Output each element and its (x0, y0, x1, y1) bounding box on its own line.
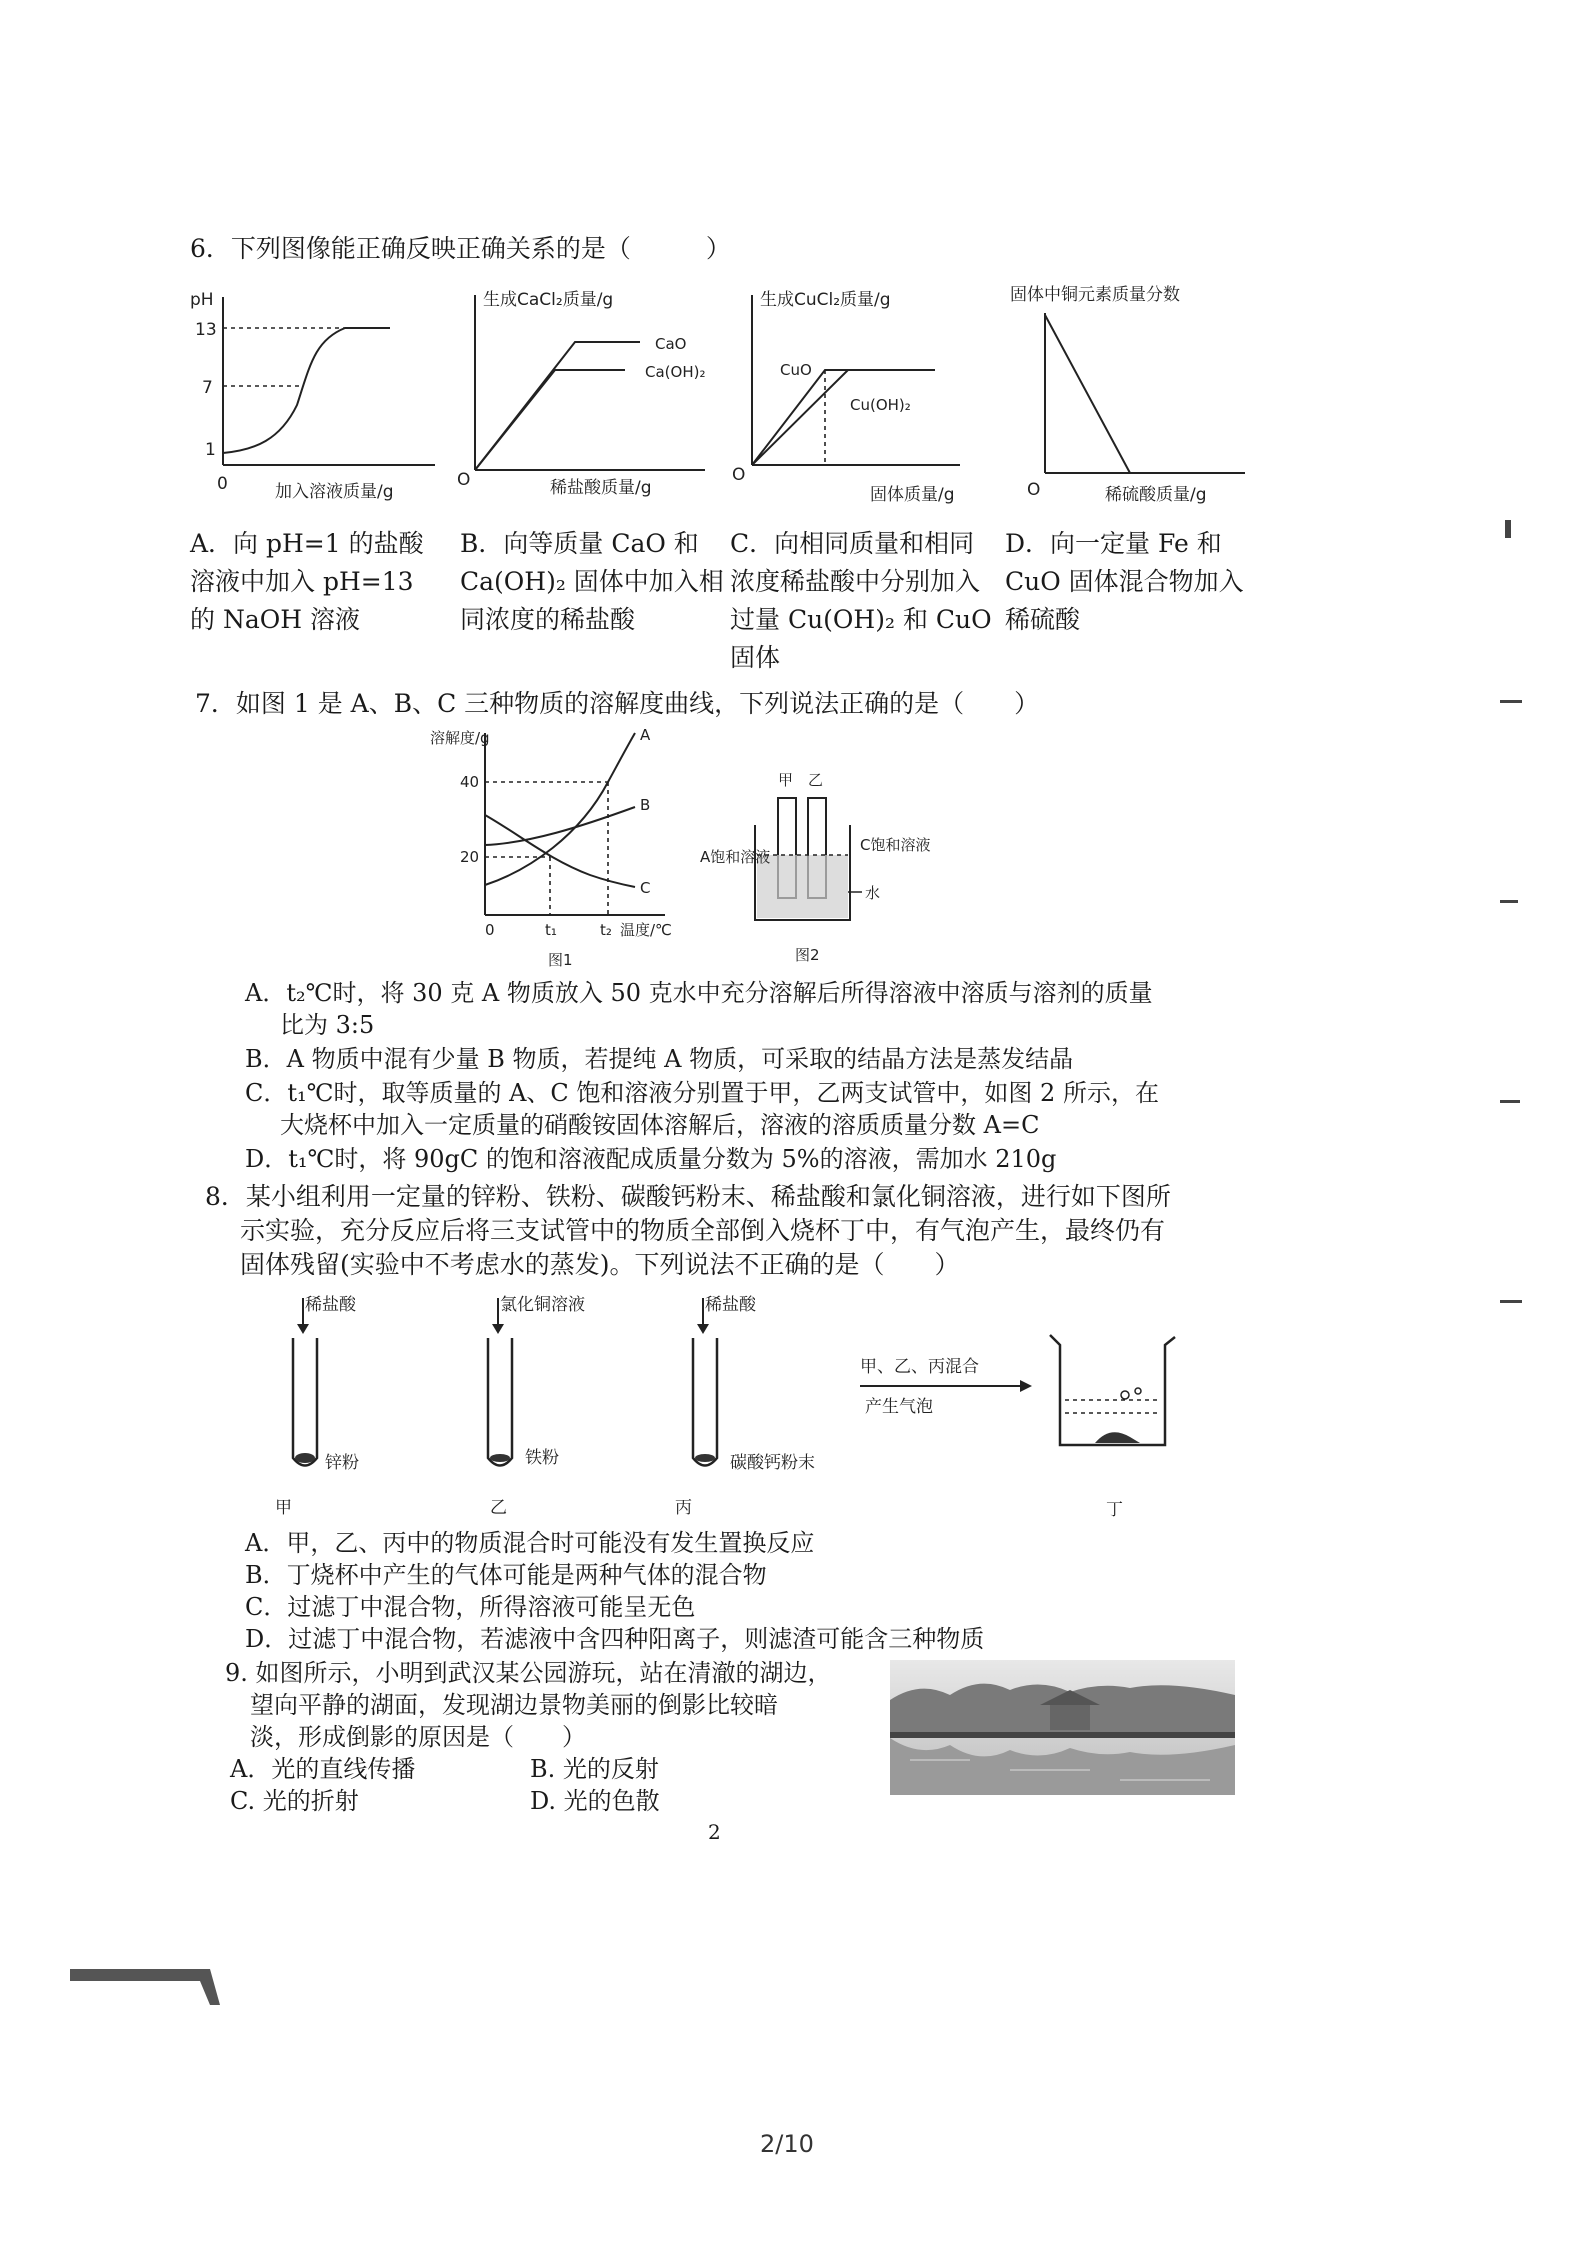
q6-option-d: D．向一定量 Fe 和 CuO 固体混合物加入稀硫酸 (1005, 529, 1244, 634)
fig1-label-c: C (640, 879, 651, 897)
tube-jia-solid: 锌粉 (325, 1453, 359, 1473)
arrow-top-label: 甲、乙、丙混合 (860, 1357, 979, 1377)
q9-option-b: B. 光的反射 (530, 1755, 659, 1783)
graph-c-xlabel: 固体质量/g (870, 485, 955, 505)
graph-d-origin: O (1027, 480, 1041, 500)
scan-margin-mark (1505, 520, 1511, 538)
fig1-x-t2: t₂ (600, 921, 612, 939)
tube-yi-name: 乙 (490, 1498, 507, 1518)
tube-jia-name: 甲 (275, 1498, 292, 1518)
q8-tube-jia (265, 1288, 445, 1528)
fig1-x-0: 0 (485, 921, 495, 939)
scan-margin-mark (1500, 1100, 1520, 1103)
tube-yi-solid: 铁粉 (525, 1448, 559, 1468)
q8-option-c: C．过滤丁中混合物，所得溶液可能呈无色 (245, 1593, 696, 1621)
beaker-ding-name: 丁 (1106, 1500, 1123, 1520)
q6-graph-c (730, 285, 990, 515)
graph-b-origin: O (457, 470, 471, 490)
fig2-tube-jia: 甲 (778, 771, 794, 789)
graph-b-ylabel: 生成CaCl₂质量/g (483, 290, 614, 310)
tube-bing-name: 丙 (675, 1498, 692, 1518)
scan-margin-mark (1500, 700, 1522, 703)
q8-mix-arrow (860, 1350, 1040, 1430)
q6-option-b: B．向等质量 CaO 和 Ca(OH)₂ 固体中加入相同浓度的稀盐酸 (460, 529, 724, 634)
q7-fig2 (700, 770, 940, 970)
q8-stem-2: 示实验，充分反应后将三支试管中的物质全部倒入烧杯丁中，有气泡产生，最终仍有 (240, 1216, 1166, 1245)
q6-graph-a (185, 285, 445, 515)
graph-d-ylabel: 固体中铜元素质量分数 (1010, 285, 1180, 305)
graph-c-curve-cuoh2 (752, 370, 848, 465)
q7-option-c: C．t₁℃时，取等质量的 A、C 饱和溶液分别置于甲，乙两支试管中，如图 2 所示，在 (245, 1079, 1159, 1107)
q8-option-d: D．过滤丁中混合物，若滤液中含四种阳离子，则滤渣可能含三种物质 (245, 1625, 985, 1653)
tube-yi-reagent: 氯化铜溶液 (500, 1295, 585, 1315)
q6-option-c: C．向相同质量和相同浓度稀盐酸中分别加入过量 Cu(OH)₂ 和 CuO 固体 (730, 529, 992, 672)
fig2-left-label: A饱和溶液 (700, 848, 771, 866)
q7-option-a: A．t₂℃时，将 30 克 A 物质放入 50 克水中充分溶解后所得溶液中溶质与溶剂的质量 (245, 979, 1153, 1007)
fig1-label-b: B (640, 796, 651, 814)
q6-option-a: A．向 pH=1 的盐酸溶液中加入 pH=13 的 NaOH 溶液 (190, 529, 424, 634)
q7-option-d: D．t₁℃时，将 90gC 的饱和溶液配成质量分数为 5%的溶液，需加水 210g (245, 1145, 1057, 1173)
q8-option-a: A．甲，乙、丙中的物质混合时可能没有发生置换反应 (245, 1529, 815, 1557)
q8-tube-yi (460, 1288, 660, 1528)
q6-graph-b (455, 285, 715, 515)
fig1-tick-40: 40 (460, 773, 480, 791)
graph-a-tick-7: 7 (202, 378, 213, 398)
tube-bing-reagent: 稀盐酸 (705, 1295, 756, 1315)
graph-a-curve (223, 328, 390, 453)
fig1-tick-20: 20 (460, 848, 480, 866)
fig2-water: 水 (865, 884, 881, 902)
q6-stem: 6．下列图像能正确反映正确关系的是（ ） (190, 234, 731, 263)
fig2-caption: 图2 (795, 946, 820, 964)
footer-page-indicator: 2/10 (760, 2130, 814, 2158)
q8-stem-3: 固体残留(实验中不考虑水的蒸发)。下列说法不正确的是（ ） (240, 1250, 960, 1279)
graph-b-series-caoh2: Ca(OH)₂ (645, 363, 706, 381)
graph-c-series-cuoh2: Cu(OH)₂ (850, 396, 911, 414)
scan-edge-artifact (70, 1965, 220, 2015)
q7-stem: 7．如图 1 是 A、B、C 三种物质的溶解度曲线，下列说法正确的是（ ） (195, 689, 1040, 718)
q9-stem-2: 望向平静的湖面，发现湖边景物美丽的倒影比较暗 (250, 1691, 778, 1719)
graph-d-xlabel: 稀硫酸质量/g (1105, 485, 1207, 505)
fig1-xlabel: 温度/℃ (620, 921, 672, 939)
q9-option-d: D. 光的色散 (530, 1787, 660, 1815)
page-number: 2 (708, 1820, 721, 1844)
graph-c-ylabel: 生成CuCl₂质量/g (760, 290, 891, 310)
fig2-tube-yi: 乙 (808, 771, 824, 789)
q9-stem-3: 淡，形成倒影的原因是（ ） (250, 1723, 586, 1751)
graph-a-origin: 0 (217, 474, 228, 494)
graph-b-curve-cao (475, 342, 640, 470)
q8-tube-bing (645, 1288, 875, 1528)
q7-fig1 (430, 725, 670, 975)
arrow-bottom-label: 产生气泡 (865, 1397, 933, 1417)
graph-a-tick-1: 1 (205, 440, 216, 460)
scan-margin-mark (1500, 1300, 1522, 1303)
q9-stem-1: 9. 如图所示，小明到武汉某公园游玩，站在清澈的湖边， (225, 1659, 832, 1687)
q9-lake-photo (890, 1660, 1235, 1795)
graph-c-curve-cuo (752, 370, 935, 465)
graph-c-series-cuo: CuO (780, 361, 812, 379)
graph-d-curve (1045, 315, 1130, 473)
tube-bing-solid: 碳酸钙粉末 (730, 1453, 815, 1473)
q8-option-b: B．丁烧杯中产生的气体可能是两种气体的混合物 (245, 1561, 767, 1589)
scan-margin-mark (1500, 900, 1518, 903)
fig1-label-a: A (640, 726, 651, 744)
q9-option-a: A．光的直线传播 (230, 1755, 416, 1783)
fig1-curve-b (485, 807, 635, 845)
fig1-caption: 图1 (548, 951, 573, 969)
graph-a-ylabel: pH (190, 290, 214, 310)
fig1-ylabel: 溶解度/g (430, 729, 490, 747)
graph-a-xlabel: 加入溶液质量/g (275, 482, 394, 502)
fig2-right-label: C饱和溶液 (860, 836, 931, 854)
tube-jia-reagent: 稀盐酸 (305, 1295, 356, 1315)
graph-a-tick-13: 13 (195, 320, 217, 340)
q7-option-b: B．A 物质中混有少量 B 物质，若提纯 A 物质，可采取的结晶方法是蒸发结晶 (245, 1045, 1074, 1073)
fig1-x-t1: t₁ (545, 921, 557, 939)
q6-graph-d (1005, 285, 1265, 515)
q7-option-a-cont: 比为 3:5 (280, 1011, 375, 1039)
q8-beaker-ding (1040, 1325, 1190, 1525)
q7-option-c-cont: 大烧杯中加入一定质量的硝酸铵固体溶解后，溶液的溶质质量分数 A=C (280, 1111, 1040, 1139)
graph-b-curve-caoh2 (475, 370, 625, 470)
graph-b-series-cao: CaO (655, 335, 687, 353)
q8-stem-1: 8．某小组利用一定量的锌粉、铁粉、碳酸钙粉末、稀盐酸和氯化铜溶液，进行如下图所 (205, 1182, 1171, 1211)
q9-option-c: C. 光的折射 (230, 1787, 359, 1815)
graph-c-origin: O (732, 465, 746, 485)
graph-b-xlabel: 稀盐酸质量/g (550, 478, 652, 498)
